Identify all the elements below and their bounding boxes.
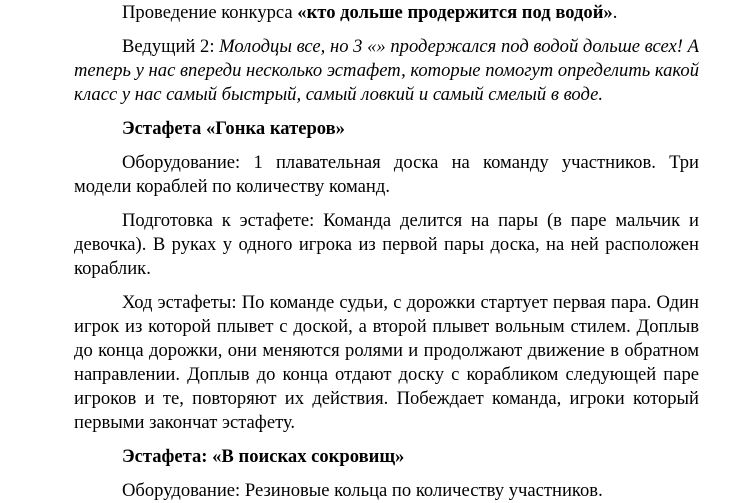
host-label: Ведущий 2:	[122, 36, 220, 57]
equipment-paragraph-treasure-hunt: Оборудование: Резиновые кольца по количеству участников.	[122, 480, 603, 501]
contest-intro-suffix: .	[612, 2, 618, 23]
preparation-paragraph: Подготовка к эстафете: Команда делится на пары (в паре мальчик и девочка). В руках у одного игрока из первой пары доска, на ней расположен кораблик.	[74, 210, 699, 279]
host-speech-text: Молодцы все, но 3 «» продержался под водой дольше всех! А теперь у нас впереди несколько эстафет, которые помогут определить какой класс у нас самый быстрый, самый ловкий и самый смелый в воде.	[74, 36, 699, 105]
relay-procedure-paragraph: Ход эстафеты: По команде судьи, с дорожки стартует первая пара. Один игрок из которой плывет с доской, а второй плывет вольным стилем. Доплыв до конца дорожки, они меняются ролями и продолжают движение в обратном направлении. Доплыв до конца отдают доску с корабликом следующей паре игроков и те, повторяют их действия. Побеждает команда, игроки который первыми закончат эстафету.	[74, 292, 699, 433]
equipment-paragraph-boat-race: Оборудование: 1 плавательная доска на команду участников. Три модели кораблей по количеству команд.	[74, 152, 699, 197]
contest-intro-paragraph	[74, 1, 699, 25]
contest-intro-prefix: Проведение конкурса	[122, 2, 298, 23]
relay-heading-treasure-hunt: Эстафета: «В поисках сокровищ»	[122, 446, 405, 467]
relay-heading-boat-race: Эстафета «Гонка катеров»	[122, 118, 345, 139]
document-page	[74, 0, 699, 503]
contest-title: «кто дольше продержится под водой»	[297, 2, 613, 23]
host-speech-paragraph	[74, 35, 699, 107]
